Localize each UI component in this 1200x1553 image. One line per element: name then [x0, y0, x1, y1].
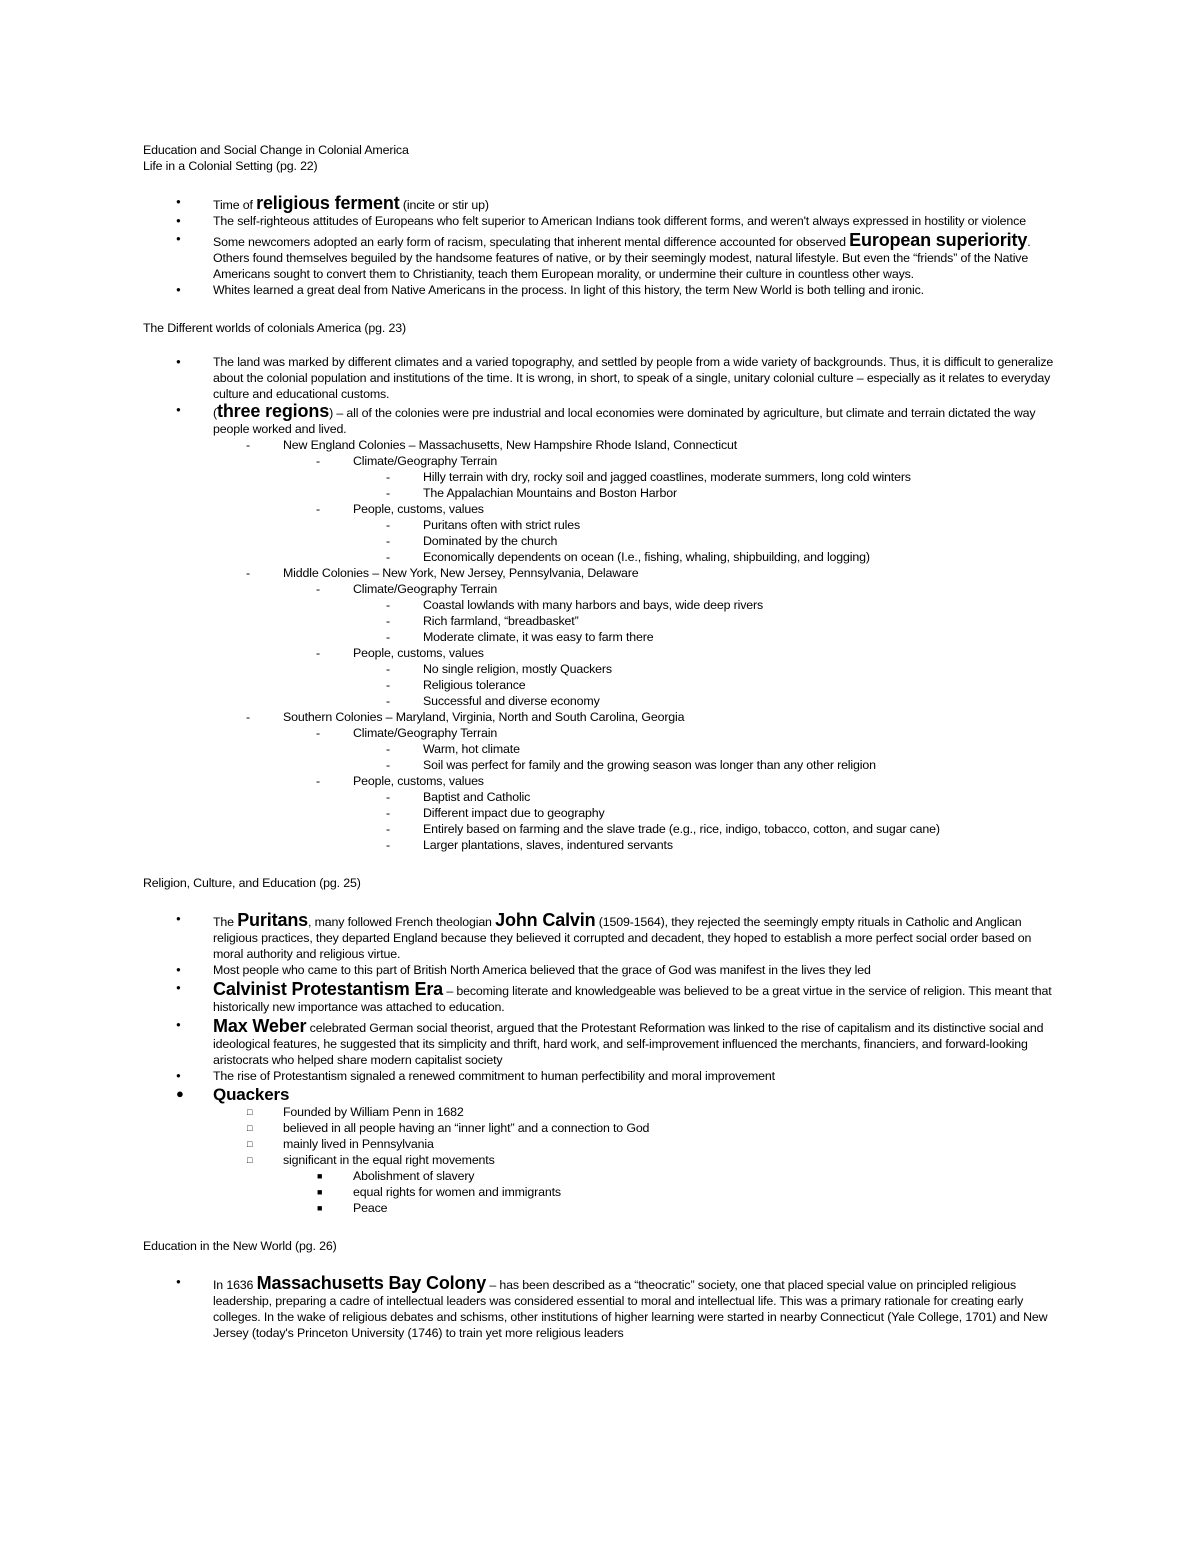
list-item: - Rich farmland, “breadbasket”	[143, 613, 1063, 629]
bullet-list-education	[143, 1274, 1063, 1341]
highlight-term: Max Weber	[213, 1016, 307, 1036]
text: The	[213, 915, 238, 929]
list-item: - Moderate climate, it was easy to farm there	[143, 629, 1063, 645]
list-item	[143, 980, 1063, 1015]
highlight-term: John Calvin	[495, 910, 596, 930]
highlight-term: Quackers	[213, 1085, 290, 1104]
sub-heading: - People, customs, values	[143, 773, 1063, 789]
highlight-term: Massachusetts Bay Colony	[256, 1273, 487, 1293]
list-item: - Economically dependents on ocean (I.e., fishing, whaling, shipbuilding, and logging)	[143, 549, 1063, 565]
bullet-list-religion	[143, 911, 1063, 1216]
list-item	[143, 194, 1063, 213]
list-item: - Hilly terrain with dry, rocky soil and jagged coastlines, moderate summers, long cold winters	[143, 469, 1063, 485]
list-item: ■ equal rights for women and immigrants	[143, 1184, 1063, 1200]
section-heading-different-worlds: The Different worlds of colonials America (pg. 23)	[143, 321, 406, 335]
section-heading-education-new-world: Education in the New World (pg. 26)	[143, 1239, 337, 1253]
list-item: - Religious tolerance	[143, 677, 1063, 693]
section-heading-religion: Religion, Culture, and Education (pg. 25)	[143, 876, 361, 890]
text: Some newcomers adopted an early form of racism, speculating that inherent mental difference accounted for observed	[213, 235, 850, 249]
list-item	[143, 1017, 1063, 1068]
text: – becoming literate and knowledgeable was believed to be a great virtue in the service of religion. This meant that historically new importance was attached to education.	[213, 984, 1052, 1014]
text: (	[213, 406, 217, 420]
bullet-list-life-colonial	[143, 194, 1063, 298]
text: celebrated German social theorist, argued that the Protestant Reformation was linked to the rise of capitalism and its distinctive social and ideological features, he suggested that its simplicity and thrift, hard work, and self-improvement influenced the merchants, financiers, and forward-looking aristocrats who helped share modern capitalist society	[213, 1021, 1044, 1067]
list-item: - The Appalachian Mountains and Boston Harbor	[143, 485, 1063, 501]
list-item: □ believed in all people having an “inner light” and a connection to God	[143, 1120, 1063, 1136]
list-item: ■ Abolishment of slavery	[143, 1168, 1063, 1184]
region-middle: - Middle Colonies – New York, New Jersey, Pennsylvania, Delaware	[143, 565, 1063, 581]
text: , many followed French theologian	[308, 915, 496, 929]
list-item: ● Whites learned a great deal from Native Americans in the process. In light of this history, the term New World is both telling and ironic.	[143, 282, 1063, 298]
list-item: □ significant in the equal right movements	[143, 1152, 1063, 1168]
list-item	[143, 1086, 1063, 1104]
text: ) – all of the colonies were pre industrial and local economies were dominated by agriculture, but climate and terrain dictated the way people worked and lived.	[213, 406, 1036, 436]
highlight-term: Calvinist Protestantism Era	[213, 979, 444, 999]
list-item: - Coastal lowlands with many harbors and bays, wide deep rivers	[143, 597, 1063, 613]
highlight-term: religious ferment	[256, 193, 400, 213]
section-heading-life-colonial: Life in a Colonial Setting (pg. 22)	[143, 159, 318, 173]
list-item: - Soil was perfect for family and the growing season was longer than any other religion	[143, 757, 1063, 773]
list-item: - Entirely based on farming and the slave trade (e.g., rice, indigo, tobacco, cotton, and sugar cane)	[143, 821, 1063, 837]
list-item: ■ Peace	[143, 1200, 1063, 1216]
sub-heading: - Climate/Geography Terrain	[143, 725, 1063, 741]
text: Time of	[213, 198, 257, 212]
list-item	[143, 1274, 1063, 1341]
text: In 1636	[213, 1278, 257, 1292]
list-item: - Baptist and Catholic	[143, 789, 1063, 805]
region-southern: - Southern Colonies – Maryland, Virginia, North and South Carolina, Georgia	[143, 709, 1063, 725]
list-item: ● The rise of Protestantism signaled a renewed commitment to human perfectibility and moral improvement	[143, 1068, 1063, 1084]
list-item	[143, 402, 1063, 437]
list-item: - Dominated by the church	[143, 533, 1063, 549]
list-item: - Different impact due to geography	[143, 805, 1063, 821]
highlight-term: Puritans	[237, 910, 309, 930]
text: (1509-1564), they rejected the seemingly empty rituals in Catholic and Anglican religious practices, they departed England because they believed it corrupted and decadent, they hoped to establish a more perfect social order based on moral authority and religious virtue.	[213, 915, 1032, 961]
list-item: - Successful and diverse economy	[143, 693, 1063, 709]
text: – has been described as a “theocratic” society, one that placed special value on principled religious leadership, preparing a cadre of intellectual leaders was considered essential to moral and intellectual life. This was a primary rationale for creating early colleges. In the wake of religious debates and schisms, other institutions of higher learning were started in nearby Connecticut (Yale College, 1701) and New Jersey (today's Princeton University (1746) to train yet more religious leaders	[213, 1278, 1048, 1340]
list-item	[143, 231, 1063, 282]
sub-heading: - People, customs, values	[143, 501, 1063, 517]
bullet-list-different-worlds	[143, 354, 1063, 853]
list-item: ● The self-righteous attitudes of Europeans who felt superior to American Indians took different forms, and weren't always expressed in hostility or violence	[143, 213, 1063, 229]
sub-heading: - People, customs, values	[143, 645, 1063, 661]
list-item: - Warm, hot climate	[143, 741, 1063, 757]
list-item: ● The land was marked by different climates and a varied topography, and settled by people from a wide variety of backgrounds. Thus, it is difficult to generalize about the colonial population and institutions of the time. It is wrong, in short, to speak of a single, unitary colonial culture – especially as it relates to everyday culture and educational customs.	[143, 354, 1063, 402]
text: . Others found themselves beguiled by the handsome features of native, or by their seemingly modest, natural lifestyle. But even the “friends” of the Native Americans sought to convert them to Christianity, teach them European morality, or undermine their culture in countless other ways.	[213, 235, 1031, 281]
text: (incite or stir up)	[399, 198, 489, 212]
list-item	[143, 911, 1063, 962]
highlight-term: European superiority	[849, 230, 1028, 250]
sub-heading: - Climate/Geography Terrain	[143, 581, 1063, 597]
highlight-term: three regions	[216, 401, 330, 421]
list-item: - No single religion, mostly Quackers	[143, 661, 1063, 677]
list-item: - Puritans often with strict rules	[143, 517, 1063, 533]
sub-heading: - Climate/Geography Terrain	[143, 453, 1063, 469]
document-body	[143, 142, 1063, 1341]
list-item: ● Most people who came to this part of British North America believed that the grace of God was manifest in the lives they led	[143, 962, 1063, 978]
region-new-england: - New England Colonies – Massachusetts, New Hampshire Rhode Island, Connecticut	[143, 437, 1063, 453]
list-item: □ mainly lived in Pennsylvania	[143, 1136, 1063, 1152]
list-item: - Larger plantations, slaves, indentured servants	[143, 837, 1063, 853]
document-title: Education and Social Change in Colonial America	[143, 143, 409, 157]
list-item: □ Founded by William Penn in 1682	[143, 1104, 1063, 1120]
